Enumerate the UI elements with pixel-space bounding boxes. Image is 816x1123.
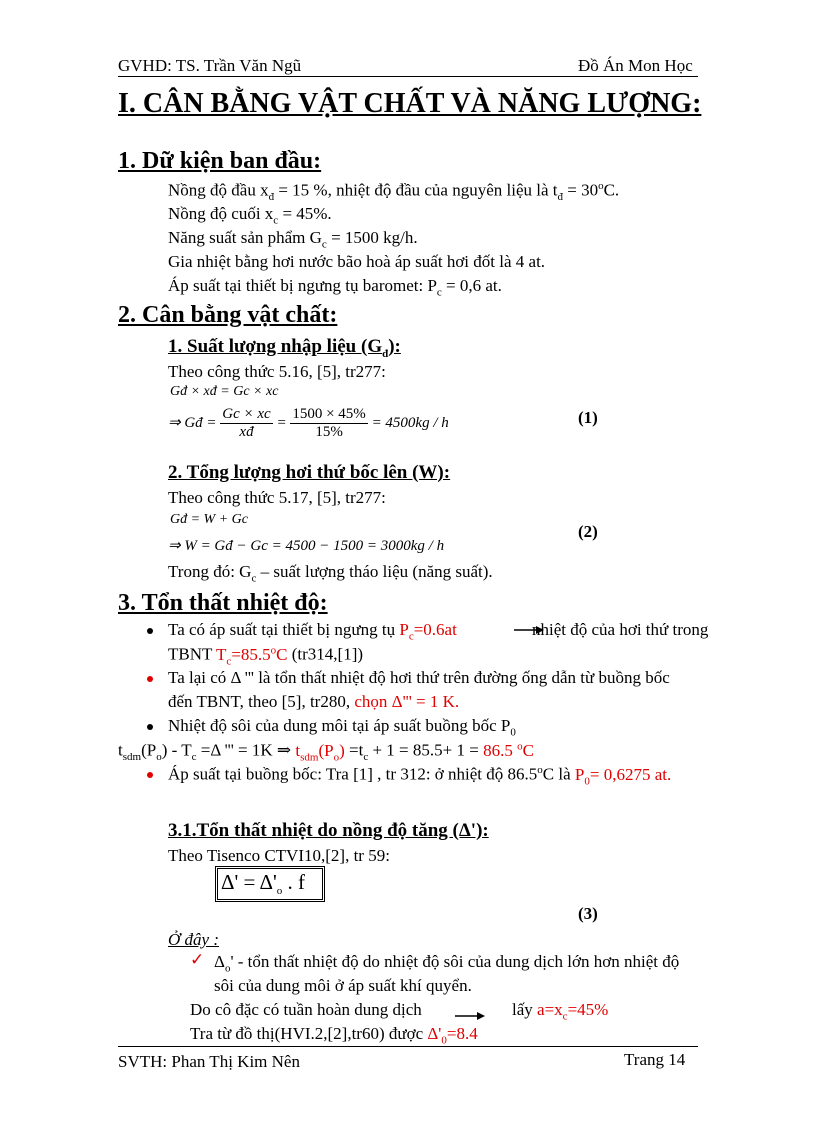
section-3-heading: 3. Tổn thất nhiệt độ: [118, 590, 328, 616]
s3-sub1-check-line-1: $\Delta_o'$ - tổn thất nhiệt độ do nhiệt độ sôi của dung dịch lớn hơn nhiệt độ [214, 952, 680, 975]
bullet-2 [147, 676, 153, 682]
equation-label-2: (2) [578, 522, 598, 541]
equation-label-3: (3) [578, 904, 598, 923]
s3-sub1-line-d2: Tra từ đồ thị(HVI.2,[2],tr60) được $\Delta'_0=8.4$ [190, 1024, 478, 1047]
s3-sub1-heading: 3.1.Tổn thất nhiệt do nồng độ tăng (Δ'): [168, 820, 489, 841]
s3-bullet-2-line-2: đến TBNT, theo [5], tr280, chọn Δ''' = 1 K. [168, 692, 460, 711]
equation-2a: Gđ = W + Gc [170, 512, 248, 527]
header-rule [118, 76, 698, 77]
s3-bullet-1-line-1: Ta có áp suất tại thiết bị ngưng tụ $P_c=0.6at$ [168, 620, 457, 643]
footer-rule [118, 1046, 698, 1047]
s2-sub2-note: Trong đó: $G_c$ – suất lượng tháo liệu (năng suất). [168, 562, 493, 585]
footer-left: SVTH: Phan Thị Kim Nên [118, 1052, 300, 1071]
s3-sub1-line-d1: Do cô đặc có tuần hoàn dung dịch [190, 1000, 422, 1019]
header-right: Đồ Án Mon Học [578, 56, 693, 75]
equation-label-1: (1) [578, 408, 598, 427]
header-left: GVHD: TS. Trần Văn Ngũ [118, 56, 302, 75]
footer-right: Trang 14 [624, 1050, 686, 1069]
s2-sub1-heading: 1. Suất lượng nhập liệu $(G_đ)$: [168, 336, 401, 360]
s3-bullet-3: Nhiệt độ sôi của dung môi tại áp suất buồng bốc $P_0$ [168, 716, 516, 739]
s3-line-tsdm: $t_{sdm}(P_o) - T_c =\Delta$ ''' = 1K ⇒ $t_{sdm}(P_o) =t_c + 1 = 85.5+ 1 = 86.5$ $^o$C [118, 740, 534, 764]
section-2-heading: 2. Cân bằng vật chất: [118, 302, 338, 328]
s3-sub1-line-d1b: lấy $a=x_c=45\%$ [512, 1000, 609, 1023]
s3-bullet-2-line-1: Ta lại có Δ ''' là tổn thất nhiệt độ hơi thứ trên đường ống dẫn từ buồng bốc [168, 668, 670, 687]
page-title: I. CÂN BẰNG VẬT CHẤT VÀ NĂNG LƯỢNG: [118, 88, 702, 119]
s3-bullet-1-line-2: TBNT $T_c=85.5^oC$ (tr314,[1]) [168, 644, 364, 668]
bullet-3 [147, 724, 153, 730]
s1-line-1: Nồng độ đầu $x_đ = 15$ %, nhiệt độ đầu của nguyên liệu là $t_đ = 30^oC$. [168, 180, 620, 204]
here-label: Ở đây : [168, 930, 219, 949]
bullet-1 [147, 628, 153, 634]
formula-3: $\Delta' = \Delta'_o$ . f [221, 870, 306, 898]
equation-1b: ⇒ Gđ = $\frac{Gc \times xc}{xđ}$ = $\frac{1500 \times 45\%}{15\%}$ = 4500kg / h [168, 406, 449, 440]
checkmark-icon: ✓ [190, 950, 205, 969]
equation-1a: Gđ × xđ = Gc × xc [170, 384, 279, 399]
s2-sub2-ref: Theo công thức 5.17, [5], tr277: [168, 488, 386, 507]
s1-line-3: Năng suất sản phẩm $G_c = 1500$ kg/h. [168, 228, 418, 251]
equation-2b: ⇒ W = Gđ − Gc = 4500 − 1500 = 3000kg / h [168, 538, 445, 554]
s1-line-4: Gia nhiệt bằng hơi nước bão hoà áp suất hơi đốt là 4 at. [168, 252, 546, 271]
s2-sub1-ref: Theo công thức 5.16, [5], tr277: [168, 362, 386, 381]
bullet-4 [147, 772, 153, 778]
arrow-icon [455, 1010, 485, 1022]
s3-sub1-check-line-2: sôi của dung môi ở áp suất khí quyển. [214, 976, 472, 995]
s1-line-5: Áp suất tại thiết bị ngưng tụ baromet: $P_c = 0,6$ at. [168, 276, 502, 299]
s2-sub2-heading: 2. Tổng lượng hơi thứ bốc lên (W): [168, 462, 451, 483]
section-1-heading: 1. Dữ kiện ban đầu: [118, 148, 322, 174]
s3-bullet-4: Áp suất tại buồng bốc: Tra [1] , tr 312: ở nhiệt độ 86.5$^o$C là $P_0= 0,6275$ at. [168, 764, 672, 788]
s1-line-2: Nồng độ cuối $x_c = 45\%$. [168, 204, 332, 227]
s3-sub1-ref: Theo Tisenco CTVI10,[2], tr 59: [168, 846, 390, 865]
s3-bullet-1-line-1b: nhiệt độ của hơi thứ trong [532, 620, 709, 639]
